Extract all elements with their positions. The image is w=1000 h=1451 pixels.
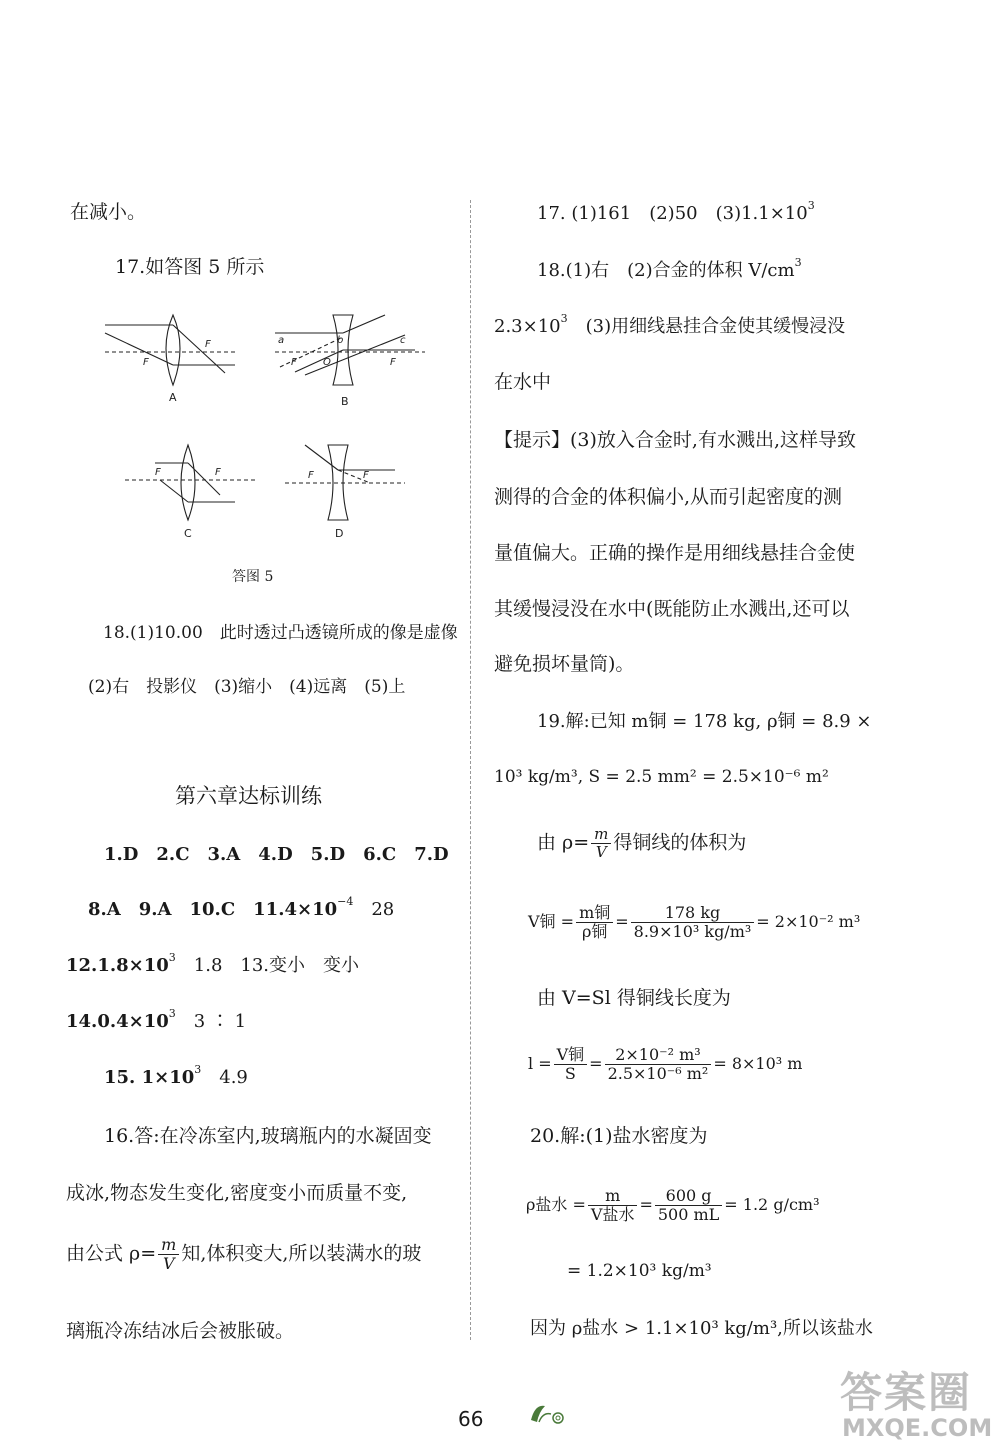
fig-label-F: F: [205, 339, 211, 350]
fig-label-B: B: [341, 395, 349, 408]
column-divider: [470, 200, 471, 1340]
fig-label-b: b: [337, 335, 344, 346]
fig-label-F: F: [143, 357, 149, 368]
length-equation: l = $\frac{\text{V铜}}{S}$ = $\frac{\text{2×10⁻² m³}}{\text{2.5×10⁻⁶ m²}}$ = 8×10³ m: [528, 1045, 803, 1083]
answers-line-2: 8.A 9.A 10.C $11.4\times 10^{-4}$ 28: [88, 895, 395, 920]
q16-line-2: 成冰,物态发生变化,密度变小而质量不变,: [66, 1182, 408, 1204]
fig-label-c: c: [400, 335, 406, 346]
density-result: = 1.2×10³ kg/m³: [567, 1261, 712, 1281]
answers-line-1: 1.D 2.C 3.A 4.D 5.D 6.C 7.D: [104, 844, 449, 865]
fig-label-O: O: [323, 357, 331, 368]
fig-label-F: F: [308, 470, 314, 481]
q19-length-intro: 由 V=Sl 得铜线长度为: [537, 987, 731, 1009]
fig-label-F: F: [390, 357, 396, 368]
fig-label-A: A: [169, 391, 177, 404]
answers-line-5: 15. $1\times 10^3$ 4.9: [104, 1063, 248, 1088]
volume-equation: V铜 = $\frac{\text{m铜}}{\text{ρ铜}}$ = $\frac{178 kg}{\text{8.9×10³ kg/m³}}$ = 2×10⁻² m³: [528, 903, 861, 941]
watermark-url: MXQE.COM: [842, 1414, 993, 1442]
leaf-logo-icon: [527, 1398, 567, 1428]
q19-line-3: 由 ρ= $\frac{m}{V}$ 得铜线的体积为: [537, 825, 747, 861]
left-line-1: 在减小。: [70, 201, 147, 223]
q17-left-label: 17.如答图 5 所示: [115, 256, 265, 278]
q20-line-1: 20.解:(1)盐水密度为: [530, 1125, 708, 1147]
q16-line-1: 16.答:在冷冻室内,玻璃瓶内的水凝固变: [104, 1125, 432, 1147]
q19-line-1: 19.解:已知 m铜 = 178 kg, ρ铜 = 8.9 ×: [537, 711, 872, 732]
fig-label-a: a: [278, 335, 285, 346]
watermark: [840, 1356, 993, 1446]
fig-label-C: C: [184, 527, 192, 540]
r-q18-3: 在水中: [494, 371, 552, 393]
q16-line-4: 璃瓶冷冻结冰后会被胀破。: [66, 1320, 295, 1342]
r-hint-5: 避免损坏量筒)。: [494, 653, 635, 675]
page-number: 66: [458, 1407, 484, 1431]
r-hint-2: 测得的合金的体积偏小,从而引起密度的测: [494, 486, 843, 508]
fig-label-F: F: [363, 470, 369, 481]
fig-label-F: F: [215, 467, 221, 478]
answers-line-4: $14.0.4\times 10^3$ 3 ∶ 1: [66, 1007, 247, 1032]
q16-line-3: 由公式 ρ= $\frac{m}{V}$ 知,体积变大,所以装满水的玻: [66, 1235, 422, 1273]
chapter-title: 第六章达标训练: [175, 784, 322, 808]
fig-label-F: F: [291, 357, 297, 368]
density-equation: ρ盐水 = $\frac{m}{\text{V盐水}}$ = $\frac{600 g}{500 mL}$ = 1.2 g/cm³: [526, 1186, 820, 1224]
r-q18-1: 18.(1)右 (2)合金的体积 $V/cm^3$: [537, 256, 802, 281]
watermark-text: 答案圈: [840, 1368, 973, 1417]
q18-line-1: 18.(1)10.00 此时透过凸透镜所成的像是虚像: [103, 623, 458, 643]
r-hint-4: 其缓慢浸没在水中(既能防止水溅出,还可以: [494, 598, 850, 620]
figure-caption: 答图 5: [232, 569, 274, 585]
r-q17: 17. (1)161 (2)50 $(3)1.1\times 10^3$: [537, 199, 815, 224]
r-hint-1: 【提示】(3)放入合金时,有水溅出,这样导致: [494, 429, 856, 451]
answers-line-3: $12.1.8\times 10^3$ 1.8 13.变小 变小: [66, 951, 360, 976]
r-hint-3: 量值偏大。正确的操作是用细线悬挂合金使: [494, 542, 856, 564]
q20-last-line: 因为 ρ盐水 > 1.1×10³ kg/m³,所以该盐水: [530, 1318, 873, 1339]
q18-line-2: (2)右 投影仪 (3)缩小 (4)远离 (5)上: [88, 677, 406, 697]
lens-diagram-figure: [95, 305, 475, 555]
fig-label-F: F: [155, 467, 161, 478]
r-q18-2: $2.3\times 10^3$ (3)用细线悬挂合金使其缓慢浸没: [494, 312, 846, 337]
fig-label-D: D: [335, 527, 344, 540]
q19-line-2: 10³ kg/m³, S = 2.5 mm² = 2.5×10⁻⁶ m²: [494, 767, 829, 787]
